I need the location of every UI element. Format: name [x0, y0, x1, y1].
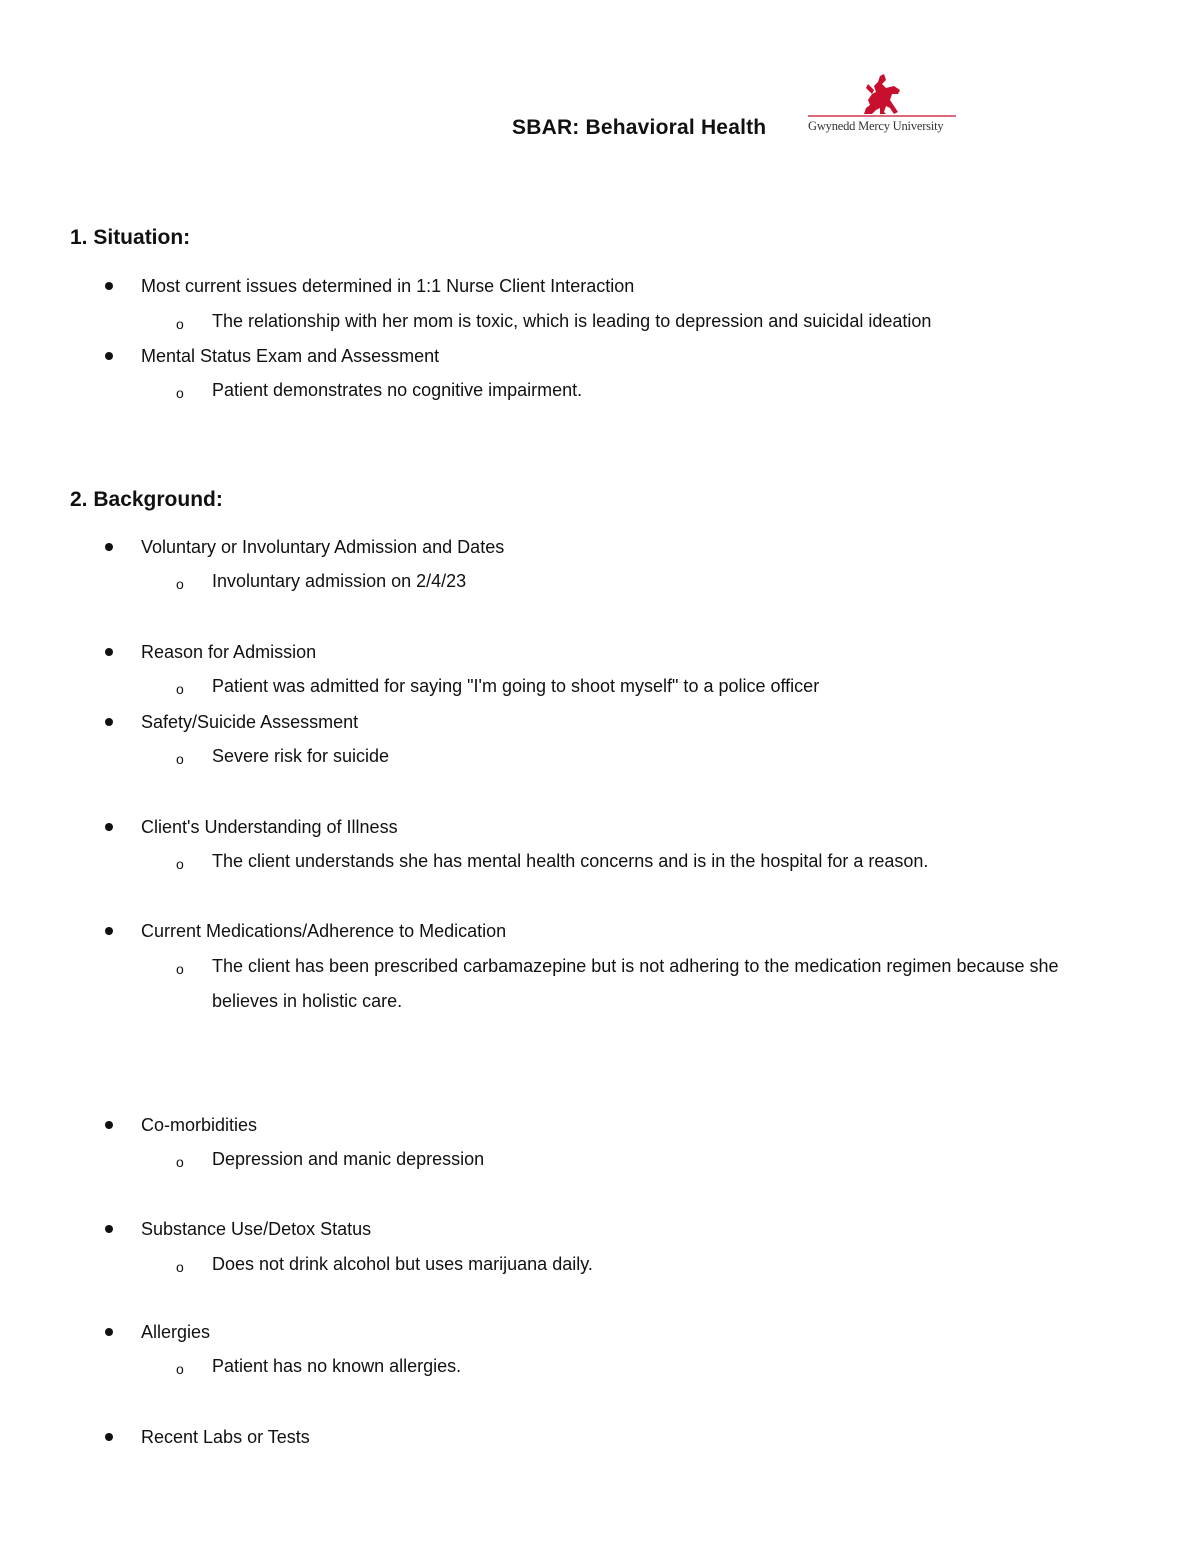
background-item-label: Current Medications/Adherence to Medication	[141, 921, 507, 941]
background-item-detail: Patient has no known allergies.	[212, 1356, 462, 1376]
situation-item-label: Mental Status Exam and Assessment	[141, 346, 440, 366]
page-title: SBAR: Behavioral Health	[512, 116, 767, 139]
bullet-icon	[105, 282, 113, 290]
background-item-label: Voluntary or Involuntary Admission and Dates	[141, 537, 505, 557]
sub-bullet-icon: o	[176, 316, 184, 332]
section-heading-background: 2. Background:	[70, 488, 223, 511]
background-item-detail: The client has been prescribed carbamazepine but is not adhering to the medication regimen because she believes in holistic care.	[212, 956, 1059, 1011]
background-item-label: Client's Understanding of Illness	[141, 817, 398, 837]
sub-bullet-icon: o	[176, 1361, 184, 1377]
background-item-label: Co-morbidities	[141, 1115, 258, 1135]
background-item-label: Allergies	[141, 1322, 211, 1342]
bullet-icon	[105, 927, 113, 935]
griffin-icon	[806, 72, 958, 122]
background-item-detail: Involuntary admission on 2/4/23	[212, 571, 467, 591]
bullet-icon	[105, 1121, 113, 1129]
bullet-icon	[105, 718, 113, 726]
sub-bullet-icon: o	[176, 576, 184, 592]
situation-item-detail: The relationship with her mom is toxic, which is leading to depression and suicidal ideation	[212, 311, 932, 331]
bullet-icon	[105, 352, 113, 360]
university-logo	[806, 72, 958, 138]
sub-bullet-icon: o	[176, 1154, 184, 1170]
bullet-icon	[105, 1433, 113, 1441]
background-item-detail: Depression and manic depression	[212, 1149, 485, 1169]
situation-item-detail: Patient demonstrates no cognitive impairment.	[212, 380, 583, 400]
bullet-icon	[105, 648, 113, 656]
sub-bullet-icon: o	[176, 681, 184, 697]
sub-bullet-icon: o	[176, 751, 184, 767]
background-item-detail: Patient was admitted for saying "I'm going to shoot myself" to a police officer	[212, 676, 820, 696]
bullet-icon	[105, 1225, 113, 1233]
bullet-icon	[105, 823, 113, 831]
logo-text: Gwynedd Mercy University	[808, 119, 944, 133]
section-heading-situation: 1. Situation:	[70, 226, 191, 249]
background-item-detail: Severe risk for suicide	[212, 746, 390, 766]
background-item-label: Substance Use/Detox Status	[141, 1219, 372, 1239]
sub-bullet-icon: o	[176, 385, 184, 401]
bullet-icon	[105, 1328, 113, 1336]
background-item-detail: Does not drink alcohol but uses marijuana daily.	[212, 1254, 593, 1274]
background-item-detail: The client understands she has mental health concerns and is in the hospital for a reason.	[212, 851, 929, 871]
background-item-label: Reason for Admission	[141, 642, 317, 662]
background-item-label: Recent Labs or Tests	[141, 1427, 310, 1447]
bullet-icon	[105, 543, 113, 551]
sub-bullet-icon: o	[176, 856, 184, 872]
background-item-label: Safety/Suicide Assessment	[141, 712, 359, 732]
sub-bullet-icon: o	[176, 1259, 184, 1275]
situation-item-label: Most current issues determined in 1:1 Nurse Client Interaction	[141, 276, 635, 296]
sub-bullet-icon: o	[176, 961, 184, 977]
